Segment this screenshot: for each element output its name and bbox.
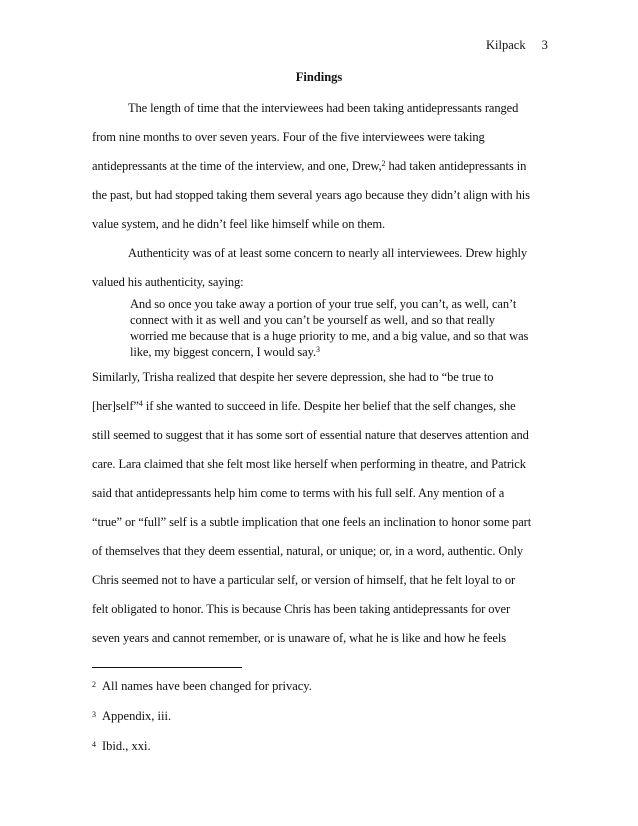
body-text: [92, 99, 552, 658]
text-line: Chris seemed not to have a particular self, or version of himself, that he felt loyal to or: [92, 573, 516, 587]
footnote-number: 4: [92, 740, 96, 749]
quote-line: worried me because that is a huge priority to me, and a big value, and so that was: [130, 329, 529, 343]
text-line: seven years and cannot remember, or is unaware of, what he is like and how he feels: [92, 631, 506, 645]
text-segment: like, my biggest concern, I would say.: [130, 345, 316, 359]
footnote-marker: 4: [138, 399, 143, 408]
running-header: [486, 38, 548, 53]
text-line: care. Lara claimed that she felt most like herself when performing in theatre, and Patrick: [92, 457, 526, 471]
footnote-number: 3: [92, 710, 96, 719]
text-line: valued his authenticity, saying:: [92, 275, 244, 289]
footnote: [92, 679, 312, 694]
text-line: said that antidepressants help him come to terms with his full self. Any mention of a: [92, 486, 505, 500]
text-line: still seemed to suggest that it has some sort of essential nature that deserves attention and: [92, 428, 529, 442]
text-line: value system, and he didn’t feel like himself while on them.: [92, 217, 386, 231]
text-line: from nine months to over seven years. Four of the five interviewees were taking: [92, 130, 485, 144]
text-line: Authenticity was of at least some concern to nearly all interviewees. Drew highly: [128, 246, 528, 260]
footnote-text: All names have been changed for privacy.: [102, 679, 312, 693]
text-line: Similarly, Trisha realized that despite her severe depression, she had to “be true to: [92, 370, 494, 384]
text-segment: [her]self”: [92, 399, 139, 413]
text-line: of themselves that they deem essential, natural, or unique; or, in a word, authentic. Only: [92, 544, 524, 558]
text-line: felt obligated to honor. This is because Chris has been taking antidepressants for over: [92, 602, 511, 616]
footnote: [92, 709, 171, 724]
text-segment: had taken antidepressants in: [388, 159, 527, 173]
text-segment: if she wanted to succeed in life. Despite her belief that the self changes, she: [145, 399, 516, 413]
text-line: [92, 157, 552, 186]
text-line: “true” or “full” self is a subtle implication that one feels an inclination to honor some part: [92, 515, 532, 529]
section-title: Findings: [295, 70, 343, 84]
quote-line: connect with it as well and you can’t be yourself as well, and so that really: [130, 313, 495, 327]
block-quote: [92, 296, 552, 360]
text-line: the past, but had stopped taking them several years ago because they didn’t align with his: [92, 188, 530, 202]
quote-line: And so once you take away a portion of your true self, you can’t, as well, can’t: [130, 297, 517, 311]
footnote-marker: 2: [381, 159, 386, 168]
text-line: The length of time that the interviewees had been taking antidepressants ranged: [128, 101, 519, 115]
footnote-text: Appendix, iii.: [102, 709, 172, 723]
footnote-divider: [92, 667, 242, 668]
footnote-text: Ibid., xxi.: [102, 739, 151, 753]
text-segment: antidepressants at the time of the interview, and one, Drew,: [92, 159, 382, 173]
footnote-marker: 3: [315, 345, 320, 354]
footnote: [92, 739, 151, 754]
page-number: 3: [541, 38, 548, 52]
text-line: [92, 397, 552, 426]
header-author: Kilpack: [486, 38, 526, 52]
quote-line: [130, 344, 552, 360]
footnote-number: 2: [92, 680, 96, 689]
